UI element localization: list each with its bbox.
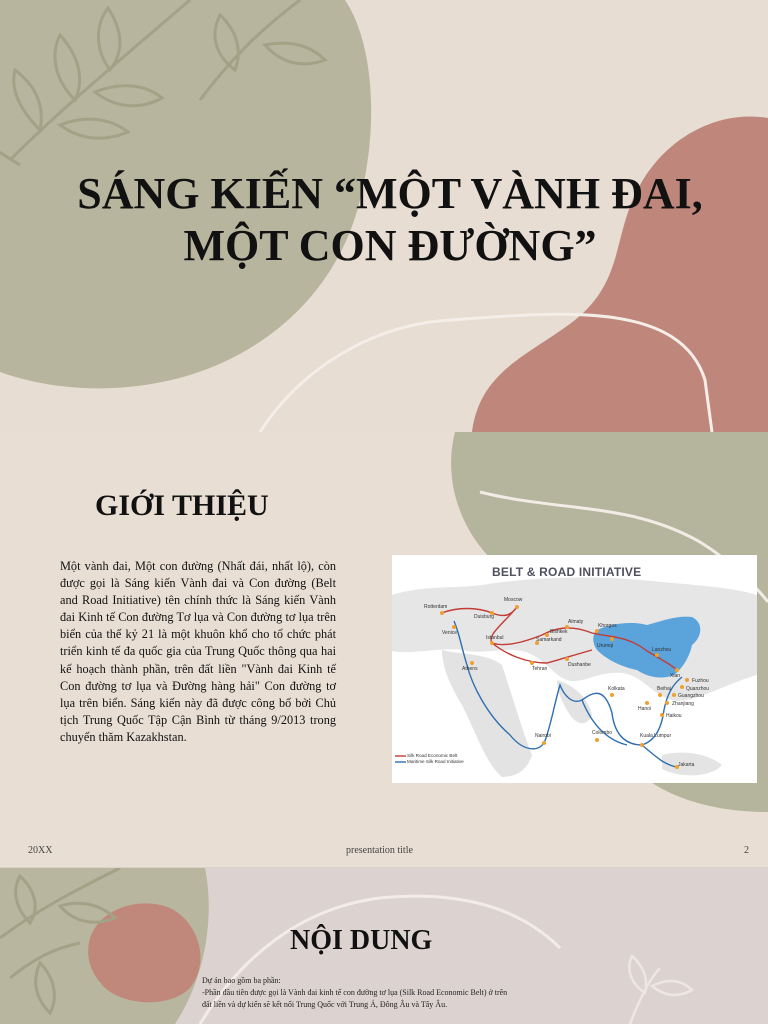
city-label: Beihai bbox=[657, 686, 671, 692]
belt-road-map bbox=[392, 555, 757, 783]
map-title: BELT & ROAD INITIATIVE bbox=[492, 565, 642, 579]
city-label: Zhanjiang bbox=[672, 701, 694, 707]
city-label: Haikou bbox=[666, 713, 682, 719]
city-label: Rotterdam bbox=[424, 604, 448, 610]
city-label: Nairobi bbox=[535, 733, 551, 739]
city-label: Duisburg bbox=[474, 614, 495, 620]
city-label: Fuzhou bbox=[692, 678, 709, 684]
footer-title: presentation title bbox=[346, 845, 413, 856]
city-label: Moscow bbox=[504, 597, 523, 603]
city-label: Khorgos bbox=[598, 623, 617, 629]
legend-belt: Silk Road Economic Belt bbox=[407, 753, 458, 758]
footer-year: 20XX bbox=[28, 845, 53, 856]
city-label: Xian bbox=[670, 673, 681, 679]
slide-title-text: SÁNG KIẾN “MỘT VÀNH ĐAI, MỘT CON ĐƯỜNG” bbox=[77, 169, 703, 270]
city-label: Venice bbox=[442, 630, 458, 636]
section-heading: GIỚI THIỆU bbox=[95, 489, 269, 522]
city-label: Jakarta bbox=[678, 762, 695, 768]
city-label: Kolkata bbox=[608, 686, 625, 692]
city-label: Bishkek bbox=[550, 629, 568, 635]
city-label: Almaty bbox=[568, 619, 584, 625]
city-label: Dushanbe bbox=[568, 662, 591, 668]
legend-maritime: Maritime Silk Road Initiative bbox=[407, 759, 464, 764]
city-label: Istanbul bbox=[486, 635, 504, 641]
city-label: Kuala Lumpur bbox=[640, 733, 672, 739]
section-heading: NỘI DUNG bbox=[290, 925, 433, 956]
footer-page-number: 2 bbox=[744, 845, 749, 856]
city-label: Tehran bbox=[532, 666, 548, 672]
city-label: Colombo bbox=[592, 730, 613, 736]
city-label: Hanoi bbox=[638, 706, 652, 712]
contents-line: -Phần đầu tiên được gọi là Vành đai kinh tế con đường tơ lụa (Silk Road Economic Belt) ở trên bbox=[202, 988, 508, 997]
city-label: Urumqi bbox=[597, 643, 614, 649]
legend-swatches bbox=[394, 753, 408, 765]
city-label: Quanzhou bbox=[686, 686, 710, 692]
world-map-graphic bbox=[392, 555, 757, 783]
contents-line: Dự án bao gồm ba phần: bbox=[202, 976, 281, 985]
city-label: Lanzhou bbox=[652, 647, 672, 653]
city-label: Athens bbox=[462, 666, 478, 672]
contents-text bbox=[202, 975, 562, 1011]
contents-line: đất liền và dự kiến sẽ kết nối Trung Quốc với Trung Á, Đông Âu và Tây Âu. bbox=[202, 1000, 448, 1009]
city-label: Samarkand bbox=[536, 637, 562, 643]
slide-title bbox=[0, 0, 768, 432]
city-label: Guangzhou bbox=[678, 693, 704, 699]
introduction-paragraph: Một vành đai, Một con đường (Nhất đái, nhất lộ), còn được gọi là Sáng kiến Vành đai và Con đường (Belt and Road Initiative) tên chính thức là Sáng kiến Vành đai Kinh tế Con đường Tơ lụa và Con đường tơ lụa trên biển của thế kỷ 21 là một khuôn khổ cho tổ chức phát triển kinh tế đa quốc gia của Trung Quốc thông qua hai kế hoạch thành phần, trên đất liền "Vành đai Kinh tế Con đường tơ lụa và Đường hàng hải" Con đường tơ lụa trên biển. Sáng kiến này đã được công bố bởi Chủ tịch Trung Quốc Tập Cận Bình từ tháng 9/2013 trong chuyến thăm Kazakhstan. bbox=[60, 559, 336, 744]
